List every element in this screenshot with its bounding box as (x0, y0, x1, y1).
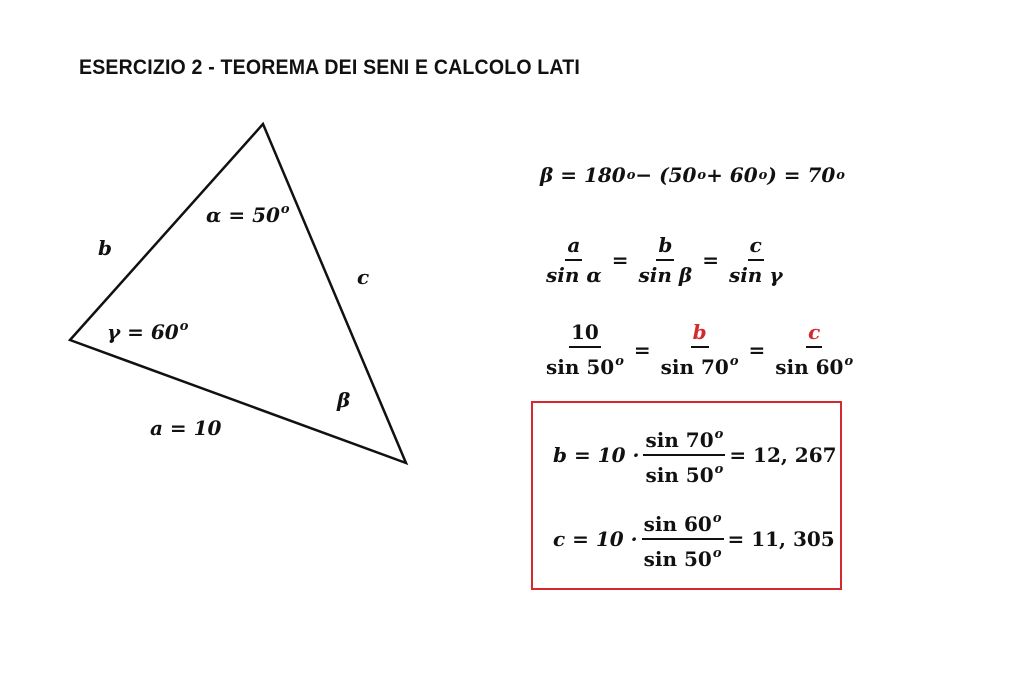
numerator: 10 (569, 320, 601, 348)
degree-mark: o (714, 462, 724, 477)
equals-sign: = (633, 337, 651, 362)
alpha-angle-label (206, 202, 290, 227)
num-text: sin 70 (645, 428, 714, 452)
numerator: c (748, 233, 764, 261)
law-of-sines (540, 233, 789, 287)
degree-mark: o (758, 167, 768, 183)
numerator: b (691, 320, 709, 348)
gamma-text: γ = 60 (107, 320, 179, 344)
exercise-title: ESERCIZIO 2 - TEOREMA DEI SENI E CALCOLO LATI (79, 56, 580, 79)
denominator (544, 348, 626, 379)
equals-sign: = (611, 248, 629, 272)
degree-mark: o (844, 354, 854, 369)
degree-mark: o (697, 167, 707, 183)
result-c (553, 507, 835, 571)
result-c-lhs: c = 10 · (553, 527, 638, 551)
beta-part-4: ) = 70 (767, 163, 836, 187)
fraction-a (544, 233, 604, 287)
denominator (643, 456, 725, 487)
den-text: sin 60 (775, 355, 844, 379)
equals-sign: = (748, 337, 766, 362)
equals-sign: = (702, 248, 719, 272)
numerator: c (806, 320, 822, 348)
degree-mark: o (615, 354, 624, 369)
triangle-shape (70, 124, 406, 463)
degree-mark: o (729, 354, 739, 369)
denominator (642, 540, 724, 571)
denominator (773, 348, 855, 379)
den-text: sin 50 (643, 547, 712, 571)
fraction-c (727, 233, 785, 287)
numerator: b (656, 233, 674, 261)
degree-mark: o (626, 167, 636, 183)
numerator (643, 423, 725, 456)
result-b-lhs: b = 10 · (553, 443, 640, 467)
den-text: sin 50 (645, 463, 714, 487)
result-b (553, 423, 837, 487)
gamma-angle-label (107, 319, 188, 344)
side-c-label: c (357, 265, 370, 289)
den-text: sin 50 (546, 355, 615, 379)
denominator: sin β (638, 263, 693, 287)
fraction-b (637, 233, 695, 287)
result-b-fraction (643, 423, 725, 487)
denominator (659, 348, 741, 379)
den-text: sin 70 (660, 355, 729, 379)
degree-mark: o (714, 427, 724, 442)
fraction-c-red (773, 320, 855, 379)
degree-mark: o (280, 202, 290, 217)
result-c-value: = 11, 305 (727, 527, 835, 551)
substituted-law (540, 320, 859, 379)
beta-part-1: β = 180 (540, 163, 626, 187)
beta-part-2: − (50 (635, 163, 697, 187)
alpha-text: α = 50 (206, 203, 280, 227)
denominator: sin α (546, 263, 602, 287)
result-b-value: = 12, 267 (729, 443, 837, 467)
degree-mark: o (836, 167, 845, 183)
beta-part-3: + 60 (706, 163, 758, 187)
numerator: a (565, 233, 582, 261)
numerator (642, 507, 724, 540)
degree-mark: o (712, 511, 722, 526)
fraction-10 (544, 320, 626, 379)
side-a-label: a = 10 (150, 416, 222, 440)
side-b-label: b (98, 236, 112, 260)
degree-mark: o (712, 546, 722, 561)
num-text: sin 60 (643, 512, 712, 536)
degree-mark: o (179, 319, 189, 334)
fraction-b-red (659, 320, 741, 379)
result-c-fraction (642, 507, 724, 571)
beta-angle-label: β (337, 388, 351, 412)
denominator: sin γ (728, 263, 783, 287)
beta-equation (540, 163, 845, 187)
